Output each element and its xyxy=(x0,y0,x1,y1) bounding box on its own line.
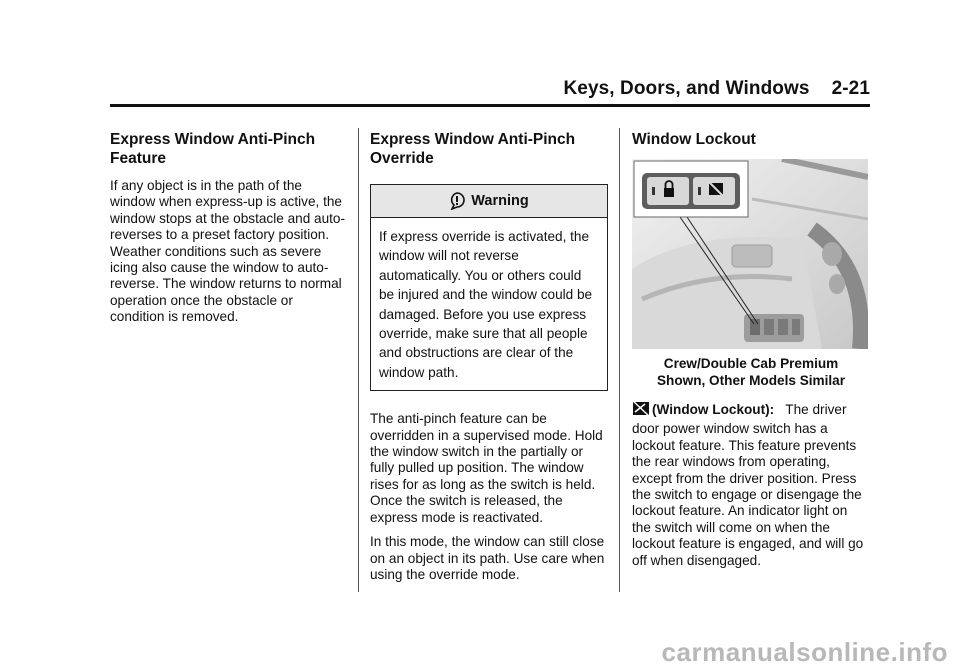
override-text-1: The anti-pinch feature can be overridden in a supervised mode. Hold the window switch in the partially or fully pulled up position. The window rises for as long as the switch is held. Once the switch is released, the express mode is reactivated. xyxy=(370,411,603,525)
caption-line-1: Crew/Double Cab Premium xyxy=(663,356,839,371)
override-text-2: In this mode, the window can still close on an object in its path. Use care when using the override mode. xyxy=(370,534,605,582)
page-header xyxy=(110,78,870,104)
page-number: 2-21 xyxy=(831,78,870,99)
column-divider-1 xyxy=(358,128,359,592)
window-lockout-icon xyxy=(632,399,650,421)
column-divider-2 xyxy=(619,128,620,592)
column-lockout xyxy=(632,130,870,577)
photo-caption xyxy=(632,355,870,389)
section-title: Keys, Doors, and Windows xyxy=(563,78,810,99)
heading-lockout: Window Lockout xyxy=(632,131,756,148)
watermark: carmanualsonline.info xyxy=(661,637,948,667)
lockout-term: (Window Lockout): xyxy=(652,402,775,417)
heading-anti-pinch: Express Window Anti-Pinch Feature xyxy=(110,131,316,167)
door-switch-photo xyxy=(632,159,868,349)
warning-icon xyxy=(449,192,465,210)
header-rule xyxy=(110,104,870,107)
warning-header xyxy=(371,185,607,218)
lockout-text: The driver door power window switch has a lockout feature. This feature prevents the rear windows from operating, except from the driver position. Press the switch to engage or disengage the lockout feature. An indicator light on the switch will come on when the lockout feature is engaged, and will go off when disengaged. xyxy=(632,402,864,568)
warning-title: Warning xyxy=(471,193,529,209)
lockout-paragraph xyxy=(632,399,870,569)
heading-override: Express Window Anti-Pinch Override xyxy=(370,131,576,167)
warning-box xyxy=(370,184,608,391)
column-override xyxy=(370,130,608,591)
column-anti-pinch xyxy=(110,130,348,334)
caption-line-2: Shown, Other Models Similar xyxy=(656,373,846,388)
warning-text: If express override is activated, the window will not reverse automatically. You or others could be injured and the window could be damaged. Before you use express override, make sure that all people and obstructions are clear of the window path. xyxy=(379,229,593,380)
anti-pinch-text: If any object is in the path of the window when express-up is active, the window stops at the obstacle and auto-reverses to a preset factory position. Weather conditions such as severe icing also cause the window to auto-reverse. The window returns to normal operation once the obstacle or condition is removed. xyxy=(110,178,346,325)
